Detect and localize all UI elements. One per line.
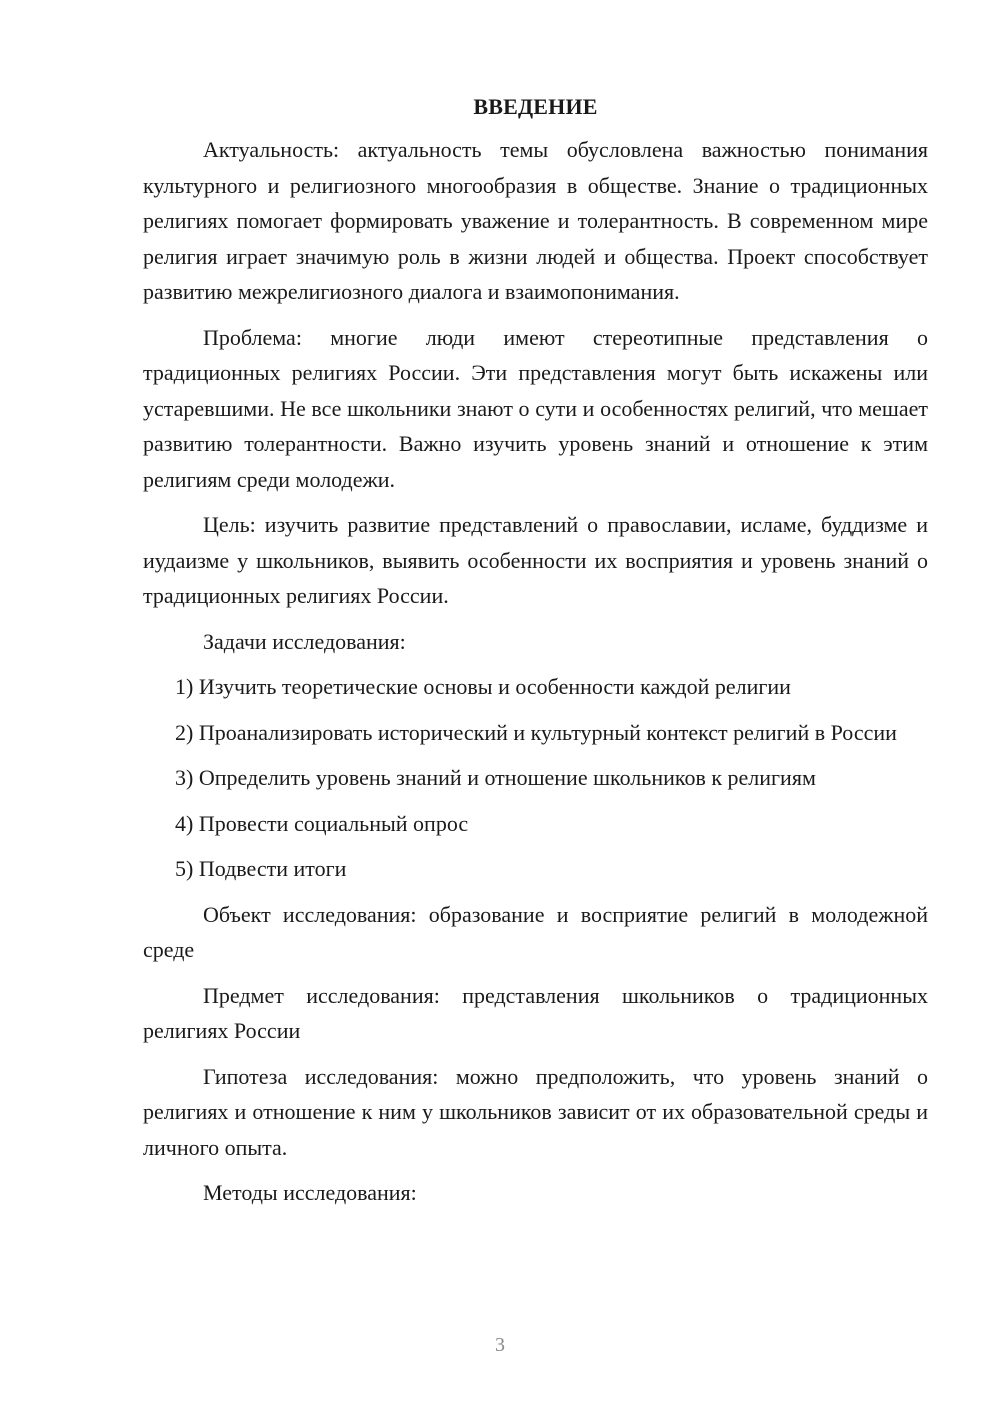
task-item-1: 1) Изучить теоретические основы и особенности каждой религии	[175, 674, 791, 699]
tasks-heading: Задачи исследования:	[203, 628, 406, 654]
task-item-3: 3) Определить уровень знаний и отношение школьников к религиям	[175, 765, 816, 790]
task-item-2: 2) Проанализировать исторический и культурный контекст религий в России	[175, 719, 897, 745]
section-title: ВВЕДЕНИЕ	[473, 94, 598, 119]
page-number: 3	[495, 1334, 505, 1356]
problem-paragraph: Проблема: многие люди имеют стереотипные представления о традиционных религиях России. Эти представления могут быть искажены или устаревшими. Не все школьники знают о сути и особенностях религий, что мешает развитию толерантности. Важно изучить уровень знаний и отношение к этим религиям среди молодежи.	[143, 324, 928, 492]
subject-paragraph: Предмет исследования: представления школьников о традиционных религиях России	[143, 982, 928, 1043]
task-item-4: 4) Провести социальный опрос	[175, 810, 469, 836]
goal-paragraph: Цель: изучить развитие представлений о православии, исламе, буддизме и иудаизме у школьников, выявить особенности их восприятия и уровень знаний о традиционных религиях России.	[143, 512, 928, 608]
task-item-5: 5) Подвести итоги	[175, 856, 347, 881]
object-paragraph: Объект исследования: образование и восприятие религий в молодежной среде	[143, 901, 928, 962]
document-page	[143, 92, 928, 1221]
relevance-paragraph: Актуальность: актуальность темы обусловлена важностью понимания культурного и религиозного многообразия в обществе. Знание о традиционных религиях помогает формировать уважение и толерантность. В современном мире религия играет значимую роль в жизни людей и общества. Проект способствует развитию межрелигиозного диалога и взаимопонимания.	[143, 137, 928, 304]
methods-heading: Методы исследования:	[203, 1180, 417, 1205]
hypothesis-paragraph: Гипотеза исследования: можно предположить, что уровень знаний о религиях и отношение к ним у школьников зависит от их образовательной среды и личного опыта.	[143, 1063, 928, 1160]
